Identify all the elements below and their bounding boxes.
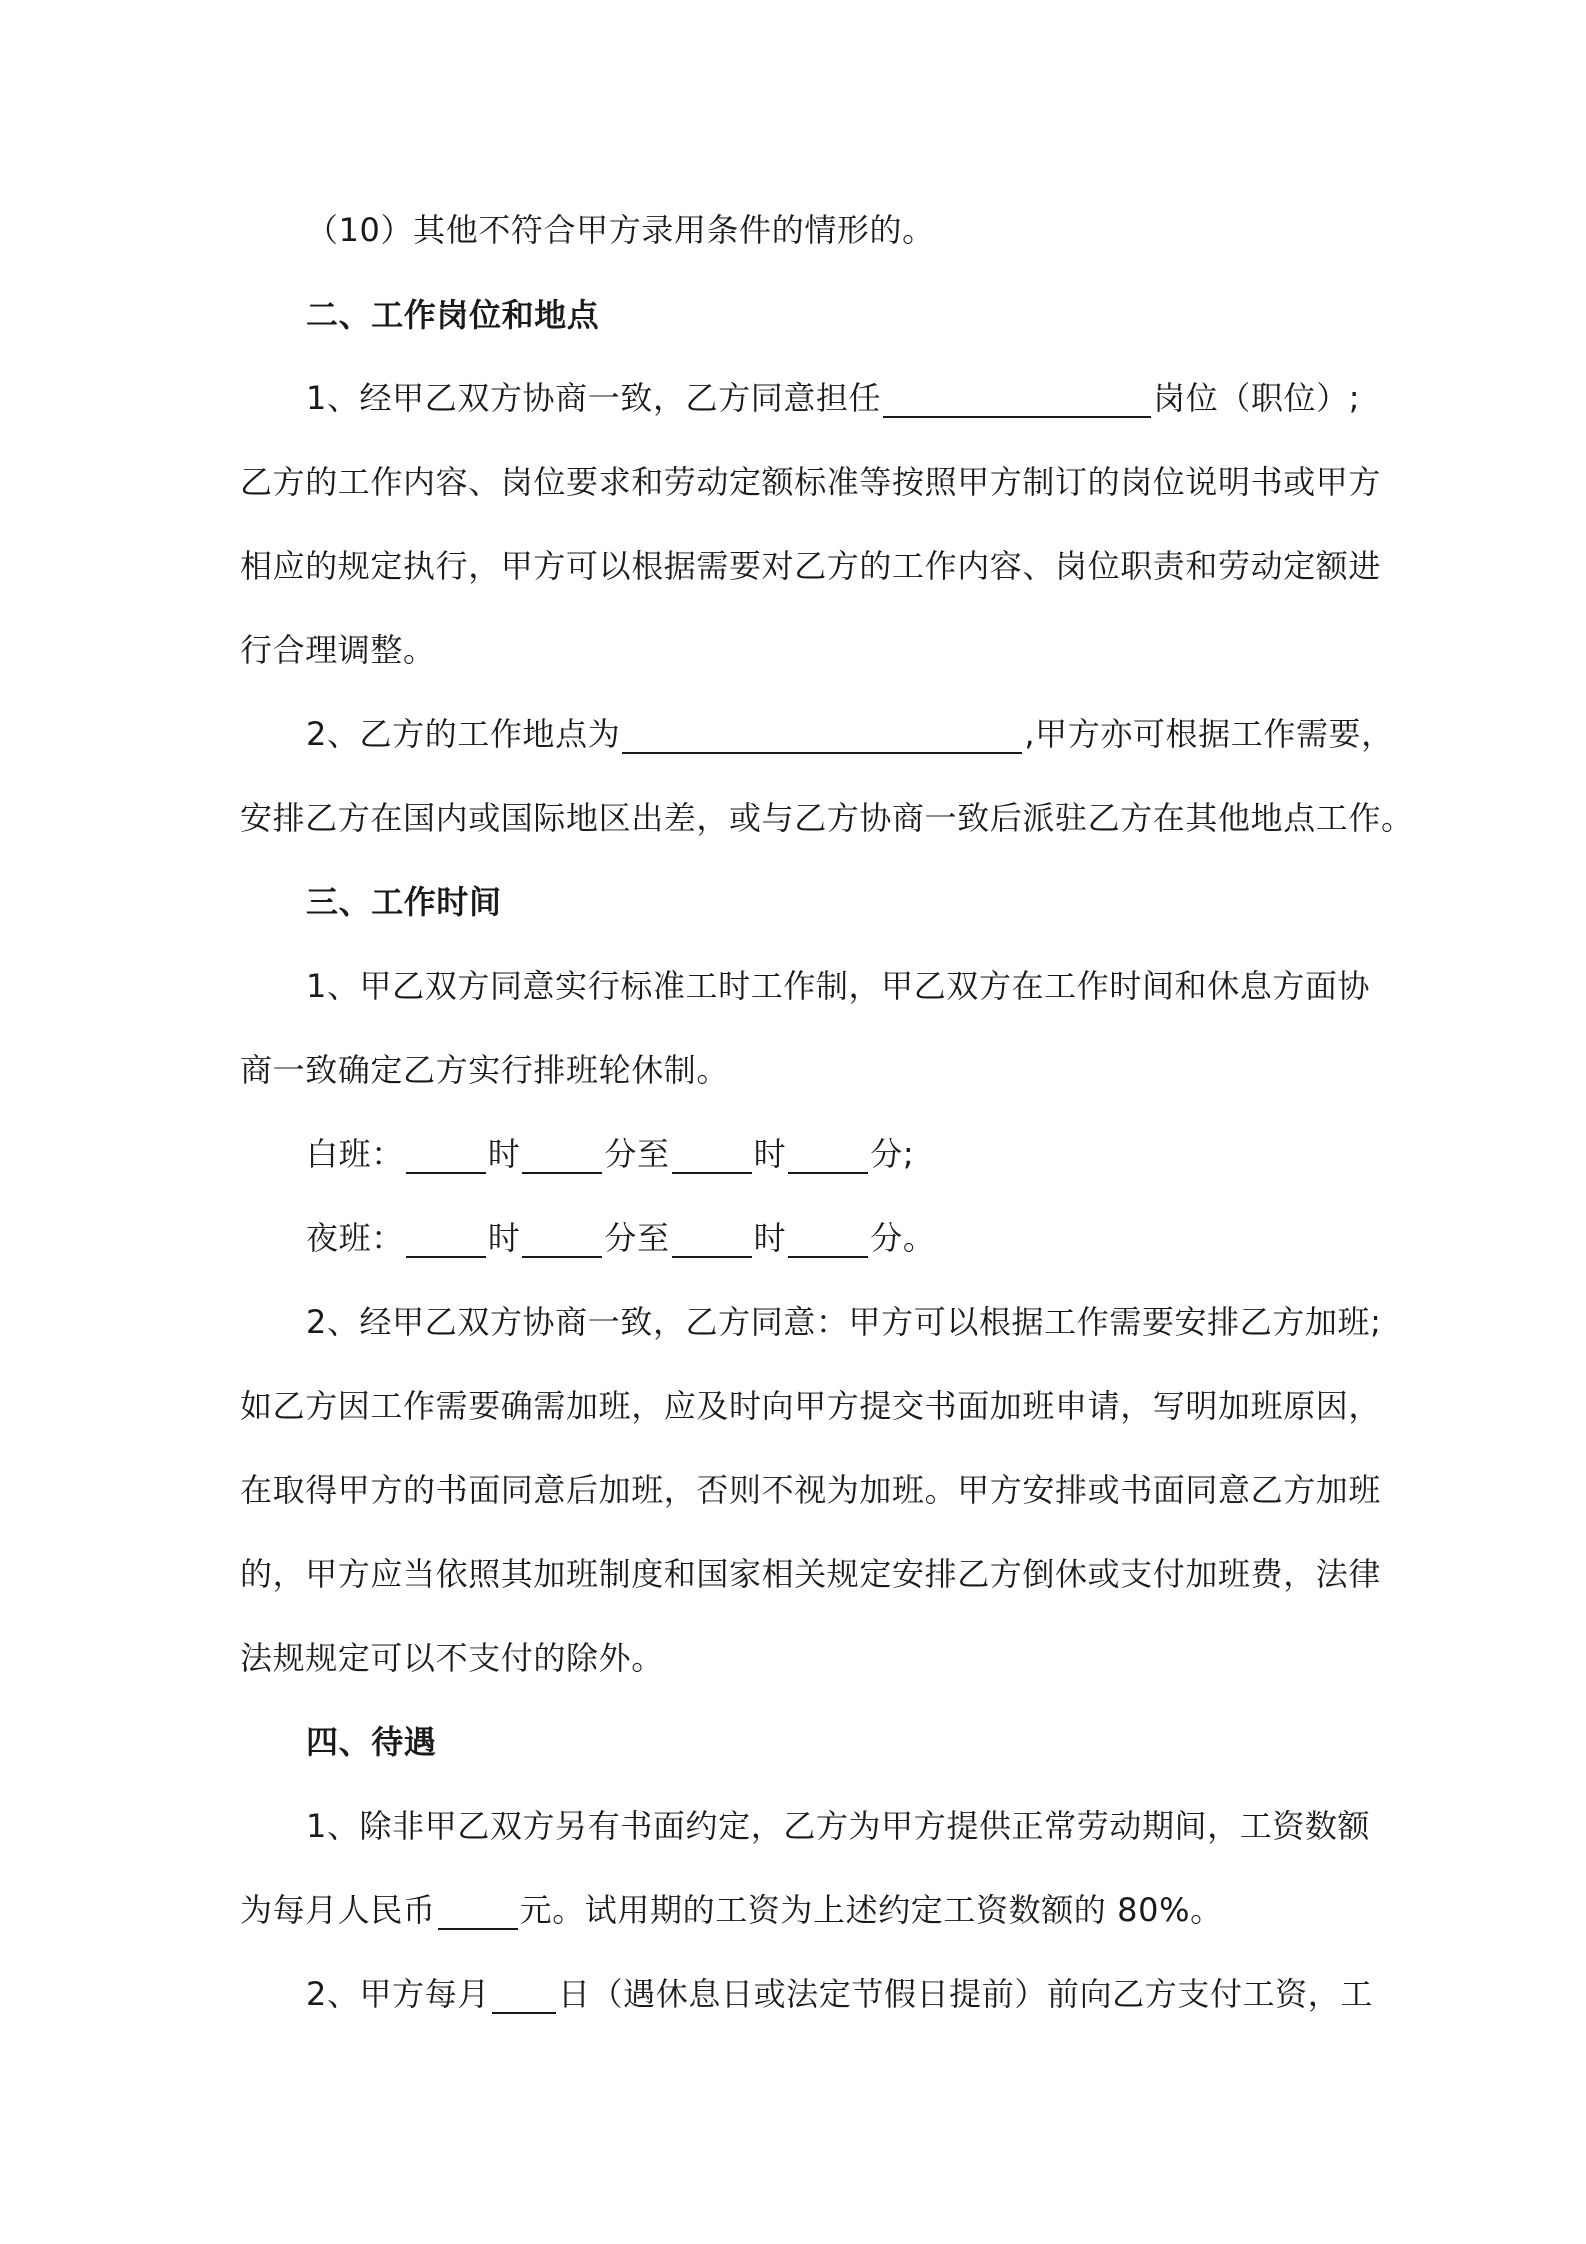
night-shift-label: 夜班：: [306, 1219, 404, 1257]
section-heading-working-hours: 三、工作时间: [306, 883, 502, 921]
time-blank: [522, 1138, 602, 1174]
paragraph-line: 行合理调整。: [240, 631, 436, 669]
paragraph-line: 1、甲乙双方同意实行标准工时工作制，甲乙双方在工作时间和休息方面协: [306, 967, 1371, 1005]
time-blank: [672, 1222, 752, 1258]
paragraph-text: 2、甲方每月: [306, 1975, 490, 2013]
night-shift-line: [306, 1218, 1426, 1258]
clause-10-text: （10）其他不符合甲方录用条件的情形的。: [306, 211, 935, 249]
paragraph-text: 元。试用期的工资为上述约定工资数额的 80%。: [519, 1891, 1223, 1929]
paragraph-line: 的，甲方应当依照其加班制度和国家相关规定安排乙方倒休或支付加班费，法律: [240, 1555, 1382, 1593]
paragraph-text: ,甲方亦可根据工作需要，: [1024, 715, 1394, 753]
time-blank: [788, 1138, 868, 1174]
hour-label: 时: [753, 1219, 787, 1257]
minute-to-label: 分至: [604, 1135, 670, 1173]
paragraph-line: 乙方的工作内容、岗位要求和劳动定额标准等按照甲方制订的岗位说明书或甲方: [240, 463, 1382, 501]
paragraph-position: [306, 378, 1426, 418]
salary-line: [240, 1890, 1360, 1930]
minute-label: 分。: [870, 1219, 936, 1257]
paragraph-line: 2、经甲乙双方协商一致，乙方同意：甲方可以根据工作需要安排乙方加班;: [306, 1303, 1382, 1341]
section-heading-job-position: 二、工作岗位和地点: [306, 296, 600, 334]
paragraph-location: [306, 714, 1426, 754]
pay-day-blank: [492, 1978, 556, 2014]
paragraph-text: 2、乙方的工作地点为: [306, 715, 621, 753]
pay-day-line: [306, 1974, 1426, 2014]
time-blank: [406, 1138, 486, 1174]
minute-label: 分;: [870, 1135, 915, 1173]
paragraph-text: 日（遇休息日或法定节假日提前）前向乙方支付工资，工: [557, 1975, 1373, 2013]
time-blank: [788, 1222, 868, 1258]
paragraph-line: 安排乙方在国内或国际地区出差，或与乙方协商一致后派驻乙方在其他地点工作。: [240, 799, 1414, 837]
section-heading-compensation: 四、待遇: [306, 1723, 437, 1761]
time-blank: [522, 1222, 602, 1258]
day-shift-line: [306, 1134, 1426, 1174]
time-blank: [672, 1138, 752, 1174]
hour-label: 时: [487, 1135, 521, 1173]
paragraph-text: 为每月人民币: [240, 1891, 436, 1929]
paragraph-text: 岗位（职位）;: [1153, 379, 1361, 417]
paragraph-line: 相应的规定执行，甲方可以根据需要对乙方的工作内容、岗位职责和劳动定额进: [240, 547, 1382, 585]
salary-blank: [438, 1894, 518, 1930]
position-blank: [883, 382, 1151, 418]
hour-label: 时: [753, 1135, 787, 1173]
day-shift-label: 白班：: [306, 1135, 404, 1173]
hour-label: 时: [487, 1219, 521, 1257]
paragraph-line: 法规规定可以不支付的除外。: [240, 1639, 664, 1677]
paragraph-line: 商一致确定乙方实行排班轮休制。: [240, 1051, 730, 1089]
paragraph-line: 在取得甲方的书面同意后加班，否则不视为加班。甲方安排或书面同意乙方加班: [240, 1471, 1382, 1509]
time-blank: [406, 1222, 486, 1258]
paragraph-line: 如乙方因工作需要确需加班，应及时向甲方提交书面加班申请，写明加班原因，: [240, 1387, 1382, 1425]
paragraph-text: 1、经甲乙双方协商一致，乙方同意担任: [306, 379, 882, 417]
minute-to-label: 分至: [604, 1219, 670, 1257]
paragraph-line: 1、除非甲乙双方另有书面约定，乙方为甲方提供正常劳动期间，工资数额: [306, 1807, 1371, 1845]
location-blank: [622, 718, 1022, 754]
